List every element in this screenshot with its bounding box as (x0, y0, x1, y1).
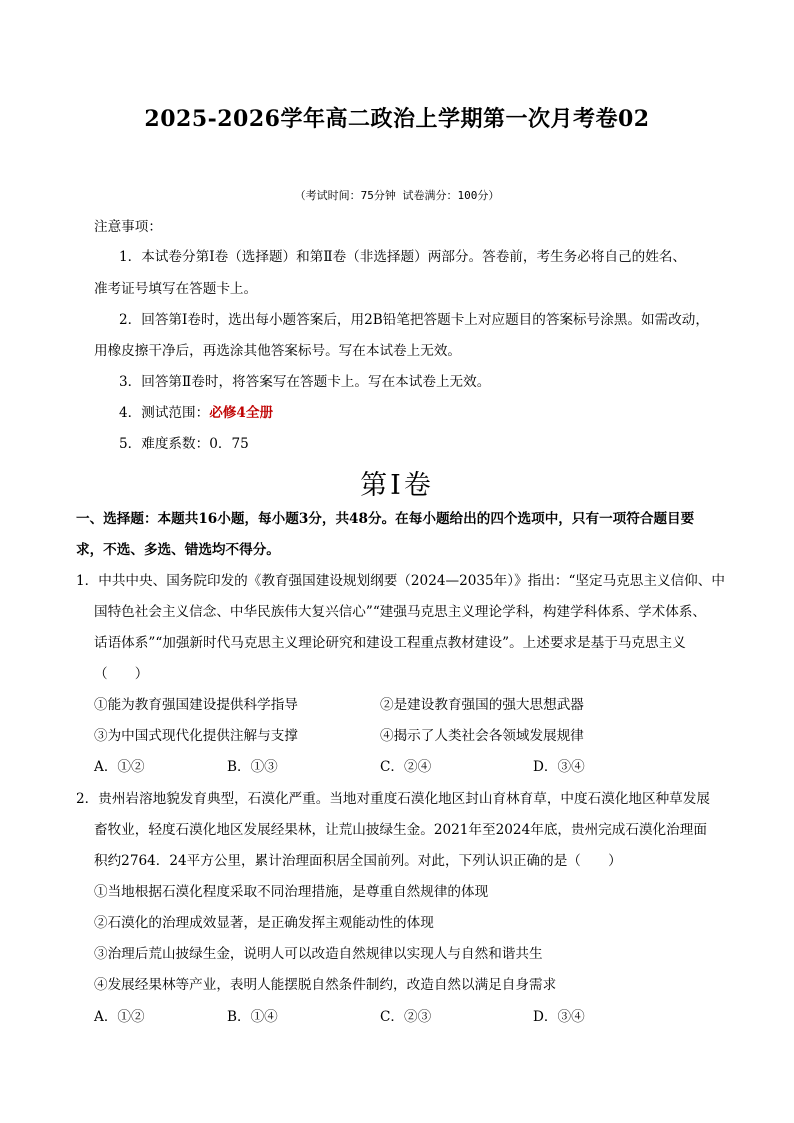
page-title: 2025-2026学年高二政治上学期第一次月考卷02 (144, 106, 650, 132)
q1-stem-line-3: 话语体系”“加强新时代马克思主义理论研究和建设工程重点教材建设”。上述要求是基于马克思主义 (94, 635, 686, 651)
test-scope-value: 必修4全册 (209, 405, 274, 421)
q2-stem-line-2: 畜牧业，轻度石漠化地区发展经果林，让荒山披绿生金。2021年至2024年底，贵州完成石漠化治理面 (94, 822, 707, 838)
notice-item-4 (119, 404, 273, 422)
notice-item-2-line-2: 用橡皮擦干净后，再选涂其他答案标号。写在本试卷上无效。 (94, 343, 462, 359)
notice-item-5: 5．难度系数：0．75 (119, 436, 249, 452)
notice-heading: 注意事项： (94, 219, 162, 235)
q1-option-d: D．③④ (533, 759, 585, 775)
notice-item-4-label: 4．测试范围： (119, 405, 210, 421)
notice-item-1-line-1: 1．本试卷分第Ⅰ卷（选择题）和第Ⅱ卷（非选择题）两部分。答卷前，考生务必将自己的姓名、 (119, 249, 687, 265)
section-line-1: 一、选择题：本题共16小题，每小题3分，共48分。在每小题给出的四个选项中，只有一项符合题目要 (76, 511, 695, 527)
q2-option-c: C．②③ (380, 1009, 432, 1025)
q2-statement-4: ④发展经果林等产业，表明人能摆脱自然条件制约，改造自然以满足自身需求 (94, 977, 557, 993)
q2-statement-2: ②石漠化的治理成效显著，是正确发挥主观能动性的体现 (94, 915, 434, 931)
q2-statement-1: ①当地根据石漠化程度采取不同治理措施，是尊重自然规律的体现 (94, 884, 489, 900)
q2-option-a: A．①② (94, 1009, 145, 1025)
q2-option-d: D．③④ (533, 1009, 585, 1025)
q1-option-a: A．①② (94, 759, 145, 775)
notice-item-2-line-1: 2．回答第Ⅰ卷时，选出每小题答案后，用2B铅笔把答题卡上对应题目的答案标号涂黑。如需改动， (119, 312, 709, 328)
q1-option-c: C．②④ (380, 759, 432, 775)
q1-stem-line-2: 国特色社会主义信念、中华民族伟大复兴信心”“建强马克思主义理论学科，构建学科体系、学术体系、 (94, 604, 707, 620)
q2-option-b: B．①④ (227, 1009, 278, 1025)
q1-stem-line-1: 1．中共中央、国务院印发的《教育强国建设规划纲要（2024—2035年）》指出：“坚定马克思主义信仰、中 (76, 573, 725, 589)
volume-title: 第Ⅰ卷 (360, 470, 434, 501)
q2-stem-line-3: 积约2764．24平方公里，累计治理面积居全国前列。对此，下列认识正确的是（ ） (94, 853, 622, 869)
q1-statement-1: ①能为教育强国建设提供科学指导 (94, 697, 298, 713)
q2-stem-line-1: 2．贵州岩溶地貌发育典型，石漠化严重。当地对重度石漠化地区封山育林育草，中度石漠化地区种草发展 (76, 791, 710, 807)
notice-item-3: 3．回答第Ⅱ卷时，将答案写在答题卡上。写在本试卷上无效。 (119, 374, 491, 390)
section-line-2: 求，不选、多选、错选均不得分。 (76, 542, 280, 558)
notice-item-1-line-2: 准考证号填写在答题卡上。 (94, 281, 258, 297)
q2-statement-3: ③治理后荒山披绿生金，说明人可以改造自然规律以实现人与自然和谐共生 (94, 946, 543, 962)
exam-info: （考试时间：75分钟 试卷满分：100分） (294, 189, 500, 202)
q1-statement-3: ③为中国式现代化提供注解与支撑 (94, 728, 298, 744)
q1-option-b: B．①③ (227, 759, 278, 775)
q1-statement-2: ②是建设教育强国的强大思想武器 (380, 697, 584, 713)
q1-answer-blank: （ ） (94, 666, 149, 682)
q1-statement-4: ④揭示了人类社会各领域发展规律 (380, 728, 584, 744)
